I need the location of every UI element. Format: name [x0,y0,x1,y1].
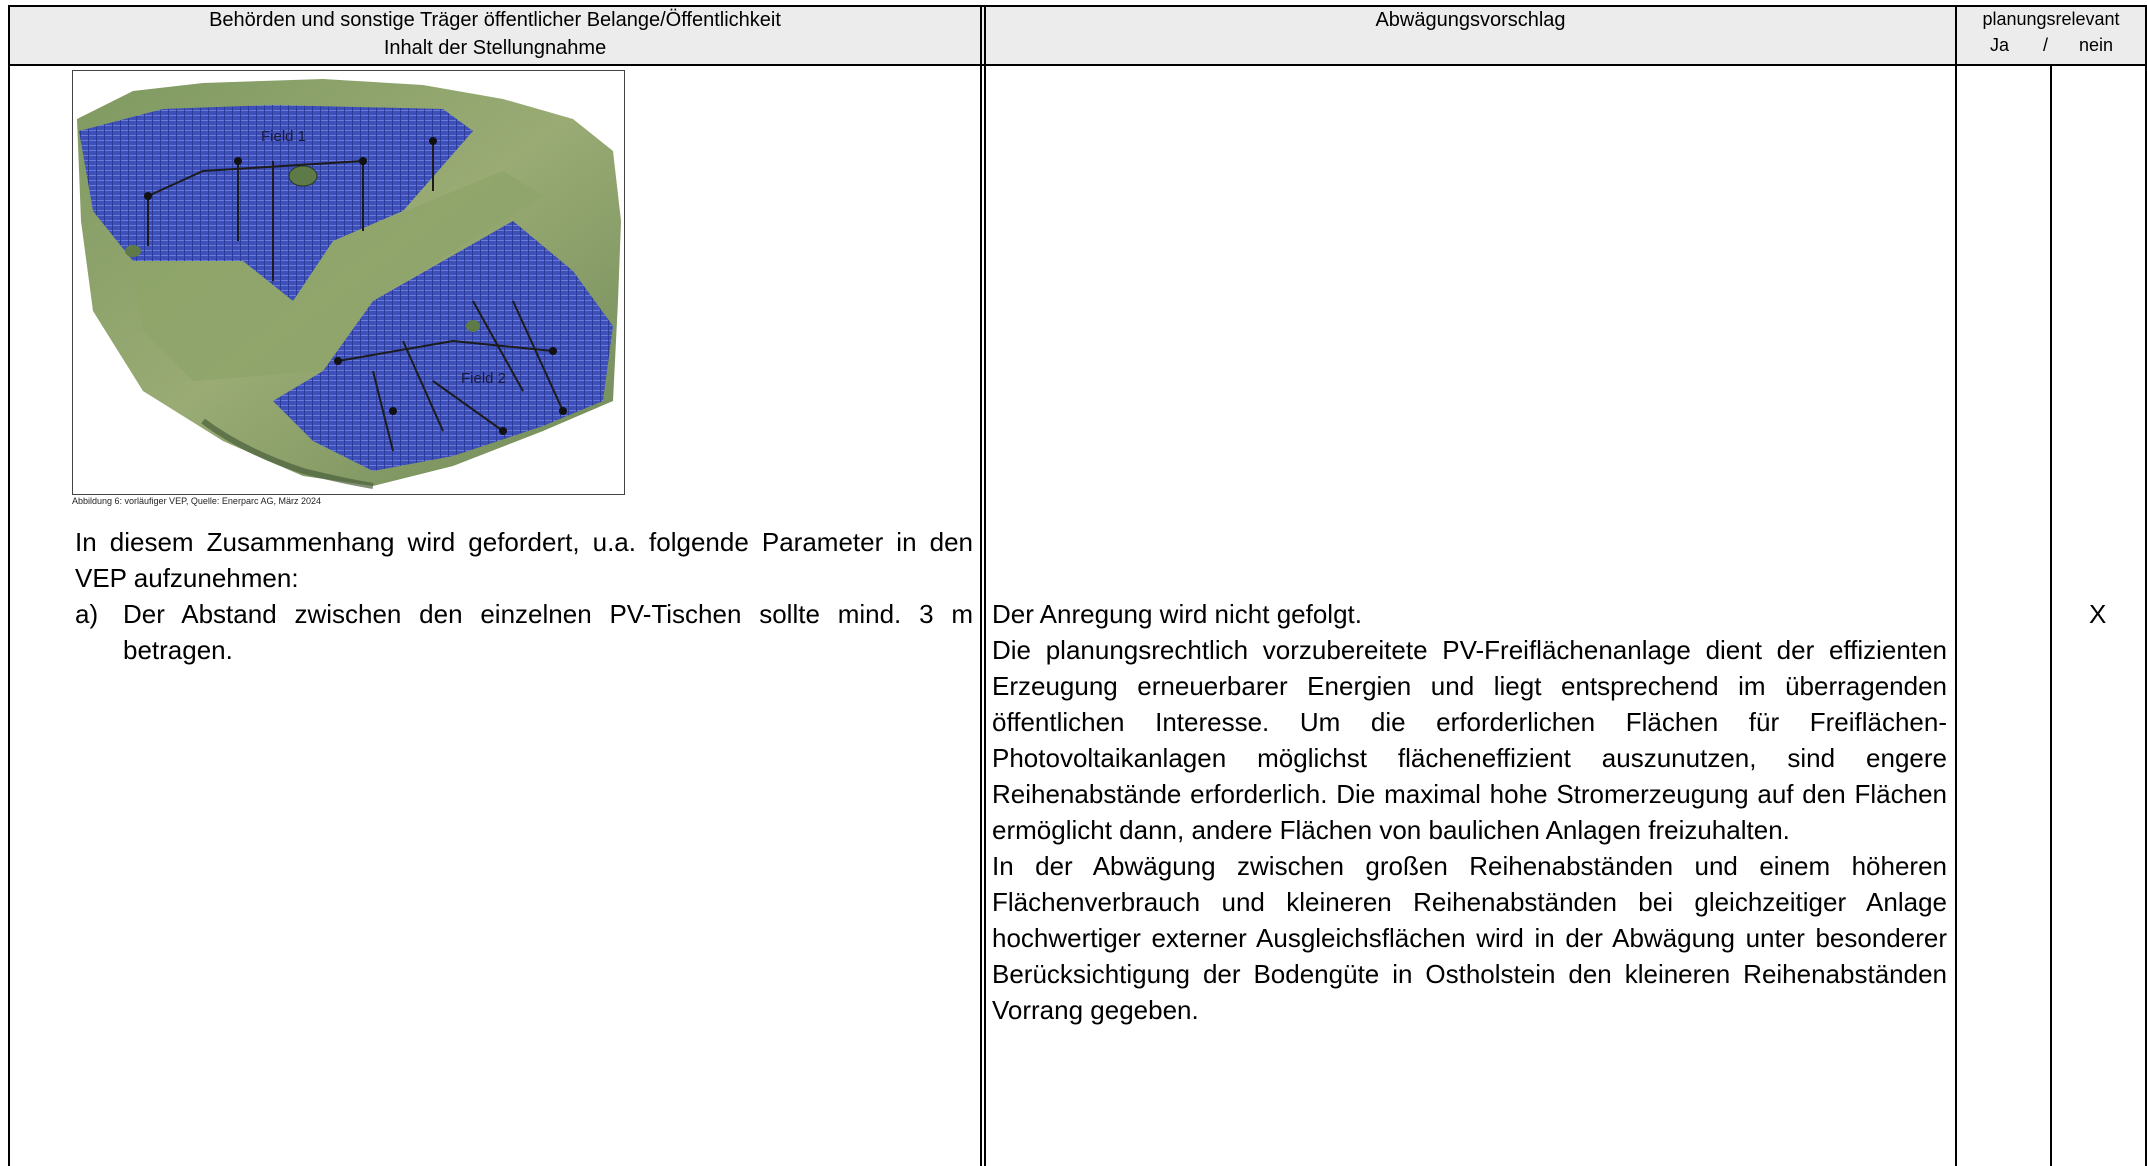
statement-intro: In diesem Zusammenhang wird gefordert, u.a. folgende Parameter in den VEP aufzunehmen: [75,527,973,593]
field-2-label: Field 2 [461,370,507,387]
header-relevance-ja: Ja [1990,35,2010,55]
site-plan-image [72,70,625,495]
header-statement-line2: Inhalt der Stellungnahme [383,37,607,59]
response-paragraph-3: In der Abwägung zwischen großen Reihenabständen und einem höheren Flächenverbrauch und kleineren Reihenabständen bei gleichzeitiger Anlage hochwertiger externer Ausgleichsflächen wird in der Abwägung unter besonderer Berücksichtigung der Bodengüte in Ostholstein den kleineren Reihenabständen Vorrang gegeben. [992,851,1947,1025]
figure-caption: Abbildung 6: vorläufiger VEP, Quelle: Enerparc AG, März 2024 [72,496,321,506]
header-response-title: Abwägungsvorschlag [1375,9,1566,31]
table-left-border [8,5,10,1166]
header-relevance-nein: nein [2079,35,2114,55]
response-paragraph-1: Der Anregung wird nicht gefolgt. [992,599,1362,629]
header-relevance-separator: / [2043,35,2049,55]
header-bottom-border [8,64,2147,66]
list-marker: a) [75,599,99,629]
field-1-label: Field 1 [261,128,307,145]
column-divider-1b [984,5,986,1166]
column-divider-3 [2050,64,2052,1166]
header-relevance-label: planungsrelevant [1982,9,2120,29]
response-paragraph-2: Die planungsrechtlich vorzubereitete PV-Freiflächenanlage dient der effizienten Erzeugung erneuerbarer Energien und liegt entsprechend im überragenden öffentlichen Interesse. Um die erforderlichen Flächen für Freiflächen-Photovoltaikanlagen möglichst flächeneffizient auszunutzen, sind engere Reihenabstände erforderlich. Die maximal hohe Stromerzeugung auf den Flächen ermöglicht dann, andere Flächen von baulichen Anlagen freizuhalten. [992,635,1947,845]
relevance-nein-mark: X [2089,599,2107,629]
site-plan-svg [73,71,624,494]
statement-list-item-a [75,596,973,668]
header-statement-title [10,6,980,62]
list-item-text: Der Abstand zwischen den einzelnen PV-Tischen sollte mind. 3 m betragen. [123,599,973,665]
column-divider-1 [980,5,982,1166]
header-relevance [1957,6,2145,58]
response-text [992,596,1947,1028]
column-divider-2 [1955,5,1957,1166]
header-statement-line1: Behörden und sonstige Träger öffentlicher Belange/Öffentlichkeit [209,9,781,31]
